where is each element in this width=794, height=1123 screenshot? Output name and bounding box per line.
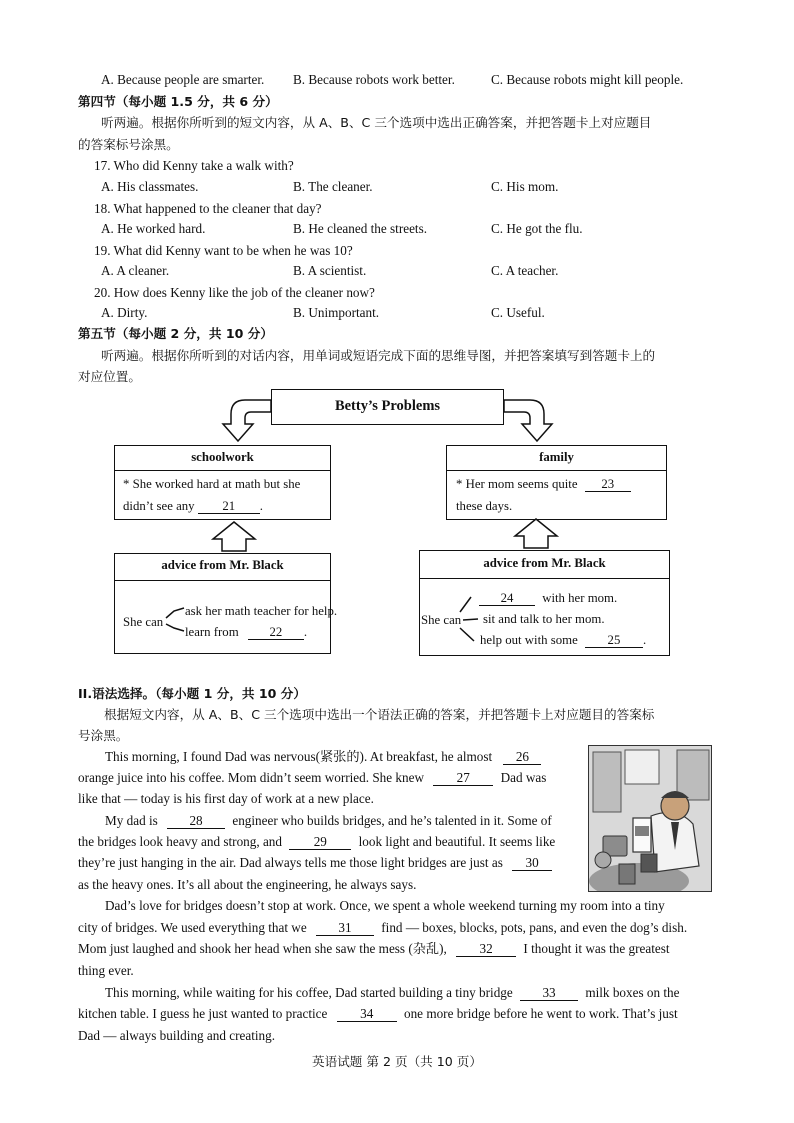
part2-instruction-1: 根据短文内容，从 A、B、C 三个选项中选出一个语法正确的答案，并把答题卡上对应题目的答案标: [104, 707, 655, 722]
right-curved-arrow-icon: [504, 400, 552, 441]
left-bracket-lines: [166, 608, 184, 631]
q20-option-b: B. Unimportant.: [293, 305, 380, 320]
left-she-can: She can: [123, 615, 164, 629]
passage-line-12: [105, 984, 679, 1002]
blank-28: 28: [167, 814, 225, 829]
q16-option-a: A. Because people are smarter.: [101, 72, 265, 87]
blank-33: 33: [520, 986, 578, 1001]
passage-line-2: [78, 769, 546, 787]
passage-line-7: as the heavy ones. It’s all about the engineering, he always says.: [78, 877, 417, 892]
blank-32: 32: [456, 942, 516, 957]
passage-line-4-end: engineer who builds bridges, and he’s talented in it. Some of: [232, 813, 552, 828]
passage-line-9-text: city of bridges. We used everything that we: [78, 920, 307, 935]
right-up-arrow-icon: [515, 519, 557, 548]
passage-line-6-text: they’re just hanging in the air. Dad always tells me those light bridges are just as: [78, 855, 503, 870]
q16-option-c: C. Because robots might kill people.: [491, 72, 684, 87]
right-advice-item-3-text: help out with some: [480, 633, 578, 647]
q20-option-a: A. Dirty.: [101, 305, 148, 320]
question-18: 18. What happened to the cleaner that day?: [94, 201, 322, 216]
right-advice-item-1-text: with her mom.: [542, 591, 618, 605]
passage-line-14: Dad — always building and creating.: [78, 1028, 276, 1043]
part2-heading-points: （每小题 1 分，共 10 分）: [155, 686, 306, 701]
left-up-arrow-icon: [213, 522, 255, 551]
section5-instruction-1: 听两遍。根据你所听到的对话内容，用单词或短语完成下面的思维导图，并把答案填写到答题卡上的: [101, 348, 656, 363]
passage-line-11: thing ever.: [78, 963, 134, 978]
section4-heading: 第四节（每小题 1.5 分，共 6 分）: [78, 94, 278, 109]
q19-option-a: A. A cleaner.: [101, 263, 170, 278]
family-line-2: these days.: [456, 499, 513, 513]
passage-line-3: like that — today is his first day of work at a new place.: [78, 791, 374, 806]
question-20: 20. How does Kenny like the job of the cleaner now?: [94, 285, 375, 300]
passage-line-5-end: look light and beautiful. It seems like: [358, 834, 556, 849]
passage-line-8: Dad’s love for bridges doesn’t stop at work. Once, we spent a whole weekend turning my room into a tiny: [105, 898, 665, 913]
mindmap-title: Betty’s Problems: [271, 389, 504, 425]
question-17: 17. Who did Kenny take a walk with?: [94, 158, 294, 173]
passage-line-12-end: milk boxes on the: [585, 985, 680, 1000]
mindmap-schoolwork-heading: schoolwork: [191, 450, 254, 464]
blank-24: 24: [479, 591, 535, 606]
section5-instruction-2: 对应位置。: [78, 369, 141, 384]
blank-26: 26: [503, 750, 541, 765]
passage-line-13-end: one more bridge before he went to work. That’s just: [403, 1006, 678, 1021]
passage-line-5: [78, 833, 555, 851]
passage-line-13-text: kitchen table. I guess he just wanted to practice: [78, 1006, 328, 1021]
blank-23: 23: [585, 477, 631, 492]
illustration-drawing: [589, 746, 712, 892]
q19-option-c: C. A teacher.: [491, 263, 559, 278]
question-19: 19. What did Kenny want to be when he was 10?: [94, 243, 353, 258]
passage-line-13: [78, 1005, 678, 1023]
passage-line-10-end: I thought it was the greatest: [523, 941, 670, 956]
schoolwork-line-2-text: didn’t see any: [123, 499, 195, 513]
right-she-can: She can: [421, 613, 462, 627]
q20-option-c: C. Useful.: [491, 305, 545, 320]
page-footer: 英语试题 第 2 页（共 10 页）: [312, 1054, 482, 1069]
blank-21: 21: [198, 499, 260, 514]
passage-line-10: [78, 940, 670, 958]
part2-instruction-2: 号涂黑。: [78, 728, 129, 743]
q16-option-b: B. Because robots work better.: [293, 72, 455, 87]
passage-line-9: [78, 919, 687, 937]
left-curved-arrow-icon: [223, 400, 271, 441]
passage-line-4: [105, 812, 552, 830]
passage-line-1-text: This morning, I found Dad was nervous(紧张的). At breakfast, he almost: [105, 749, 493, 764]
passage-line-10-text: Mom just laughed and shook her head when she saw the mess (杂乱),: [78, 941, 447, 956]
left-advice-heading: advice from Mr. Black: [161, 558, 284, 572]
left-advice-item-2-end: .: [303, 625, 308, 639]
q17-option-c: C. His mom.: [491, 179, 559, 194]
schoolwork-line-2-end: .: [259, 499, 263, 513]
passage-line-1: [105, 748, 541, 766]
section4-instruction-1: 听两遍。根据你所听到的短文内容，从 A、B、C 三个选项中选出正确答案，并把答题卡上对应题目: [101, 115, 652, 130]
q18-option-b: B. He cleaned the streets.: [293, 221, 428, 236]
passage-line-5-text: the bridges look heavy and strong, and: [78, 834, 282, 849]
section4-instruction-2: 的答案标号涂黑。: [78, 137, 179, 152]
section5-heading: 第五节（每小题 2 分，共 10 分）: [78, 326, 273, 341]
part2-heading-roman: II.语法选择。: [78, 686, 156, 701]
right-advice-item-3-end: .: [642, 633, 647, 647]
blank-34: 34: [337, 1007, 397, 1022]
blank-29: 29: [289, 835, 351, 850]
left-advice-item-1: ask her math teacher for help.: [185, 604, 338, 618]
right-advice-heading: advice from Mr. Black: [483, 556, 606, 570]
blank-22: 22: [248, 625, 304, 640]
blank-31: 31: [316, 921, 374, 936]
q19-option-b: B. A scientist.: [293, 263, 367, 278]
part2-heading: [78, 685, 306, 703]
passage-line-4-text: My dad is: [105, 813, 158, 828]
blank-30: 30: [512, 856, 552, 871]
right-bracket-lines: [460, 597, 478, 641]
passage-line-2-end: Dad was: [500, 770, 547, 785]
passage-line-12-text: This morning, while waiting for his coffee, Dad started building a tiny bridge: [105, 985, 513, 1000]
mindmap-family-heading: family: [539, 450, 574, 464]
q17-option-a: A. His classmates.: [101, 179, 199, 194]
q17-option-b: B. The cleaner.: [293, 179, 373, 194]
right-advice-item-2: sit and talk to her mom.: [483, 612, 605, 626]
family-line-1-text: * Her mom seems quite: [456, 477, 578, 491]
illustration-dad-breakfast: [588, 745, 712, 892]
passage-line-9-end: find — boxes, blocks, pots, pans, and even the dog’s dish.: [381, 920, 688, 935]
blank-27: 27: [433, 771, 493, 786]
blank-25: 25: [585, 633, 643, 648]
q18-option-c: C. He got the flu.: [491, 221, 583, 236]
passage-line-6: [78, 854, 552, 872]
left-advice-item-2-text: learn from: [185, 625, 239, 639]
passage-line-2-text: orange juice into his coffee. Mom didn’t seem worried. She knew: [78, 770, 424, 785]
q18-option-a: A. He worked hard.: [101, 221, 206, 236]
schoolwork-line-1: * She worked hard at math but she: [123, 477, 301, 491]
